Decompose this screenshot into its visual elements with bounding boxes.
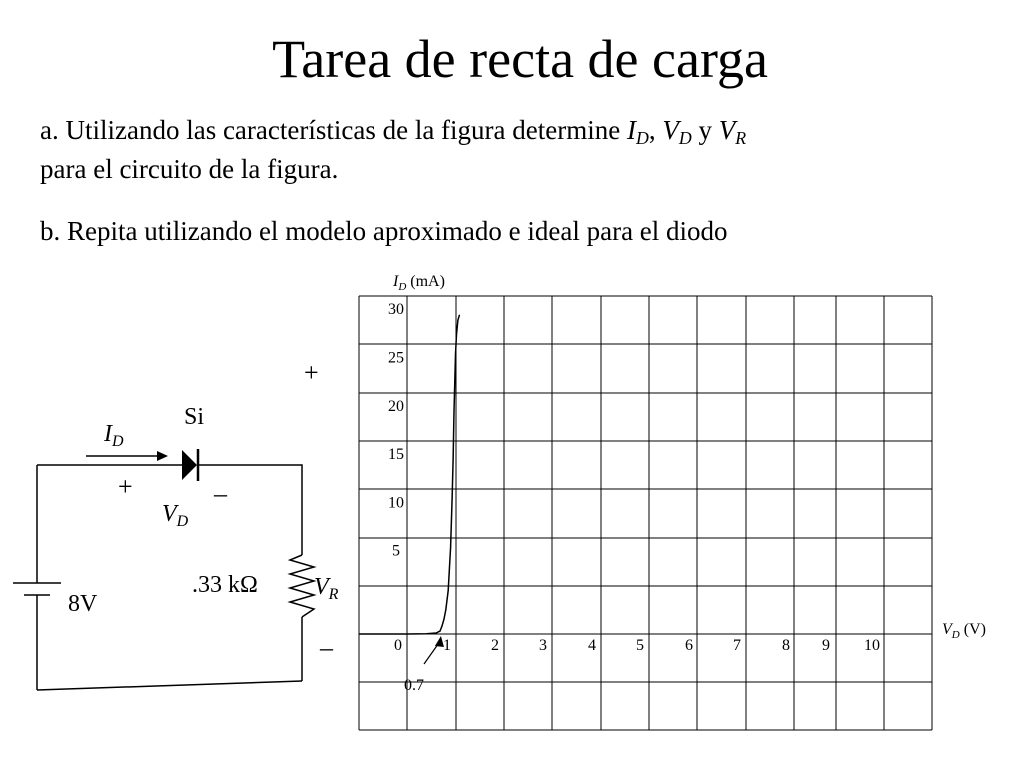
y-axis-label: $I_D$ (mA) [393, 273, 445, 293]
var-vr: $V_R$ [718, 115, 747, 148]
y-tick-label: 15 [388, 446, 404, 464]
chart-annotation [404, 636, 444, 694]
vr-label: $V_R$ [314, 574, 339, 603]
question-a-sep1: , [648, 115, 663, 145]
circuit-wire-top-right [197, 465, 302, 555]
curve-point [406, 633, 407, 634]
curve-point [454, 373, 455, 374]
curve-point [448, 590, 449, 591]
y-tick-label: 5 [392, 542, 400, 560]
x-tick-label: 6 [685, 637, 693, 654]
x-tick-label: 2 [491, 637, 499, 654]
x-tick-label: 3 [539, 637, 547, 654]
vr-plus: + [304, 358, 319, 387]
curve-point [445, 609, 446, 610]
curve-point [453, 411, 454, 412]
current-label: $I_D$ [104, 421, 124, 450]
current-arrow-head [157, 451, 168, 461]
curve-point [439, 631, 440, 632]
battery-label: 8V [68, 591, 98, 617]
chart-tick-labels [388, 301, 880, 654]
y-tick-label: 25 [388, 349, 404, 367]
diode-icon [182, 450, 197, 480]
curve-point [452, 498, 453, 499]
x-axis-label: $V_D$ (V) [942, 621, 986, 641]
question-a-line2: para el circuito de la figura. [40, 154, 339, 185]
resistor-zigzag [290, 555, 314, 617]
vr-minus: – [320, 633, 333, 662]
diode-label: Si [184, 404, 205, 430]
curve-point [443, 619, 444, 620]
curve-point [426, 633, 427, 634]
question-a-sep2: y [691, 115, 719, 145]
diode-characteristic-chart [359, 273, 986, 730]
circuit-wire-bottom [37, 681, 302, 690]
annotation-label: 0.7 [404, 677, 424, 694]
question-b: b. Repita utilizando el modelo aproximado e ideal para el diodo [40, 216, 728, 246]
x-tick-label: 4 [588, 637, 596, 654]
resistor-label: .33 kΩ [192, 572, 258, 598]
x-tick-label: 7 [733, 637, 741, 654]
var-id: $I_D$ [626, 115, 649, 148]
vd-label: $V_D$ [162, 501, 189, 530]
curve-point [436, 632, 437, 633]
x-tick-label: 8 [782, 637, 790, 654]
curve-point [456, 334, 457, 335]
x-tick-label: 1 [443, 637, 451, 654]
vd-minus: – [214, 479, 227, 508]
curve-point [455, 353, 456, 354]
curve-point [441, 626, 442, 627]
question-a-text: a. Utilizando las características de la figura determine [40, 115, 627, 145]
curve-point [450, 547, 451, 548]
y-tick-label: 20 [388, 397, 404, 415]
vd-plus: + [118, 472, 133, 501]
x-tick-label: 9 [822, 637, 830, 654]
x-tick-label: 10 [864, 637, 880, 654]
y-tick-label: 30 [388, 301, 404, 319]
circuit-diagram [13, 456, 314, 690]
chart-grid [359, 296, 932, 730]
curve-point [457, 320, 458, 321]
x-tick-label: 5 [636, 637, 644, 654]
curve-point [459, 315, 460, 316]
curve-point [453, 460, 454, 461]
slide-title: Tarea de recta de carga [272, 29, 768, 89]
var-vd: $V_D$ [662, 115, 692, 148]
y-tick-label: 10 [388, 494, 404, 512]
diode-curve-points [406, 315, 460, 635]
x-tick-label: 0 [394, 637, 402, 654]
